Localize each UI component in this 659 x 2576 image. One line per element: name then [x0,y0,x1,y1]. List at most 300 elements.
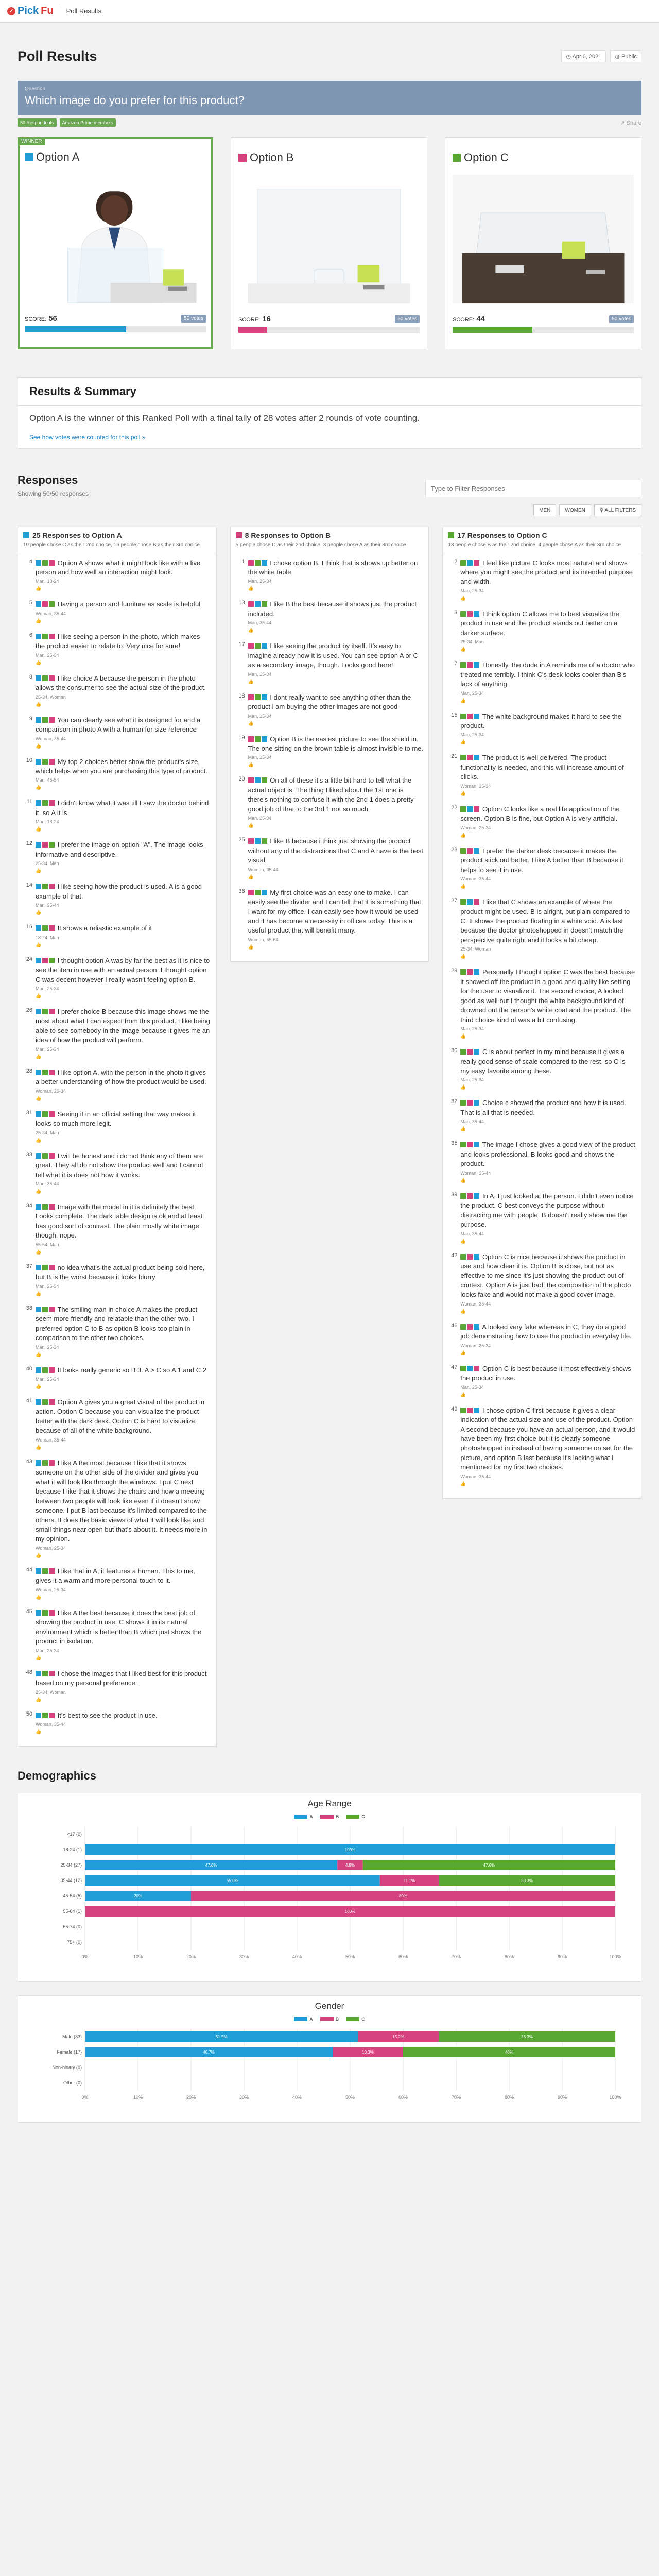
response-number: 13 [238,600,245,606]
option-a-votes-badge: 50 votes [181,315,206,323]
response-number: 41 [26,1397,32,1404]
visibility-badge[interactable]: ◍ Public [610,50,641,62]
rank-b-marker [467,1049,473,1055]
option-c-card[interactable] [445,137,641,349]
response-text: I thought option A was by far the best as it is nice to see the item in use with an actual person. I thought option C was decent however I really wasn't feeling option B. [36,956,210,984]
helpful-vote[interactable]: 👍 [248,628,254,633]
rank-c-marker [255,736,261,742]
rank-b-marker [248,601,254,607]
response-item [23,1669,211,1703]
shield-on-dark-desk-image [453,170,634,309]
rank-a-marker [474,1408,479,1413]
filter-women-button[interactable]: WOMEN [559,504,591,516]
rank-c-marker [42,884,48,889]
response-number: 20 [238,776,245,783]
rank-b-marker [49,1204,55,1210]
response-text: Personally I thought option C was the best because it showed off the product in a good and quality like setting for the user to visualize it. The second choice, A looked good as well but I thought the white background kind of drowned out the person's white coat and the product. The third choice kind of was a bit confusing. [460,968,635,1024]
response-column-option-c [442,527,641,1499]
response-text: My first choice was an easy one to make. I can easily see the divider and I can tell that it is something that I want for my office. I can easily see how it would be used and it has become a necessity in offices today. This is a useful product that will benefit many. [248,888,421,935]
response-text: Option A gives you a great visual of the product in action. Option C because you can visualize the product better with the dark desk. Option C is hard to visualize because of all of the white background. [36,1398,205,1435]
response-item [448,1406,636,1487]
demographics-title: Demographics [18,1769,96,1782]
helpful-vote[interactable]: 👍 [36,1095,42,1101]
response-text: Seeing it in an official setting that way makes it looks so much more legit. [36,1110,196,1128]
helpful-vote[interactable]: 👍 [248,874,254,879]
respondent-info: 55-64, Man [36,1242,59,1247]
option-c-title: Option C [464,151,509,164]
respondent-info: Man, 25-34 [36,986,59,992]
rank-a-marker [36,958,41,963]
response-item [448,968,636,1039]
option-b-image[interactable] [238,170,420,309]
response-text: It looks really generic so B 3. A > C so A 1 and C 2 [57,1366,207,1374]
helpful-vote[interactable]: 👍 [460,647,466,652]
option-a-image[interactable] [25,169,206,308]
x-tick-label: 90% [557,1954,567,1959]
rank-a-marker [262,736,267,742]
score-label: SCORE: [453,317,475,323]
category-label: 45-54 (5) [63,1893,82,1899]
response-number: 43 [26,1458,32,1465]
helpful-vote[interactable]: 👍 [36,1444,42,1450]
response-item [23,1151,211,1194]
response-number: 49 [451,1405,458,1412]
rank-a-marker [474,662,479,668]
filter-men-button[interactable]: MEN [533,504,556,516]
option-b-title: Option B [250,151,294,164]
response-number: 32 [451,1098,458,1105]
respondent-info: Man, 18-24 [36,579,59,584]
column-title: 25 Responses to Option A [32,531,122,539]
helpful-vote[interactable]: 👍 [36,826,42,832]
response-number: 8 [29,673,32,680]
data-label: 4.8% [345,1862,355,1868]
response-text: Choice c showed the product and how it is used. That is all that is needed. [460,1099,626,1116]
share-icon: ↗ [620,120,627,126]
response-text: Option C is nice because it shows the product in use and how clear it is. Option B is close, but not as effective to me since it's just showing the product out of context. Option A is just bad, the composition of the photo looks fake and would not make a good cover image. [460,1252,631,1299]
respondents-tag: 50 Respondents [18,118,57,127]
question-text: Which image do you prefer for this product? [25,94,245,107]
rank-a-marker [36,884,41,889]
rank-c-marker [460,714,466,719]
response-text: I chose option C first because it gives a clear indication of the actual size and use of the product. Option A second because you have an actual person, and it would have been my first choice but it is clearly someone photoshopped in instead of having someone on set for the picture, and option B last because it's lacking what I mentioned for my first two choices. [460,1406,635,1471]
filter-icon: ⚲ [599,507,605,513]
response-number: 42 [451,1252,458,1259]
data-label: 80% [398,1893,408,1899]
option-c-votes-badge: 50 votes [609,315,634,323]
respondent-info: Woman, 25-34 [36,1545,66,1551]
helpful-vote[interactable]: 👍 [36,868,42,874]
rank-b-marker [49,1153,55,1159]
rank-c-marker [255,890,261,895]
rank-c-marker [42,1713,48,1718]
response-number: 48 [26,1669,32,1675]
option-b-card[interactable] [231,137,427,349]
rank-b-marker [248,890,254,895]
helpful-vote[interactable]: 👍 [36,1552,42,1558]
respondent-info: Man, 25-34 [248,755,272,760]
rank-c-marker [460,1142,466,1147]
helpful-vote[interactable]: 👍 [36,1351,42,1357]
category-label: Other (0) [63,2080,82,2086]
rank-b-marker [474,899,479,905]
share-link[interactable]: ↗ Share [620,120,641,126]
response-number: 21 [451,753,458,760]
response-item [448,1252,636,1314]
helpful-vote[interactable]: 👍 [460,790,466,796]
rank-b-marker [467,714,473,719]
rank-a-marker [36,1568,41,1574]
helpful-vote[interactable]: 👍 [36,910,42,916]
rank-c-marker [42,1399,48,1405]
response-text: I didn't know what it was till I saw the doctor behind it, so A it is [36,799,209,817]
rank-c-marker [42,1671,48,1676]
response-text: Option C looks like a real life application of the screen. Option B is fine, but Option A is very artificial. [460,805,620,823]
rank-a-marker [474,1142,479,1147]
helpful-vote[interactable]: 👍 [460,1392,466,1397]
rank-c-marker [460,1366,466,1371]
respondent-info: 25-34, Man [36,861,59,867]
rank-c-marker [42,759,48,765]
response-item [23,1202,211,1255]
respondent-info: Man, 25-34 [460,588,484,594]
response-item [23,1366,211,1389]
response-text: Image with the model in it is definitely the best. Looks complete. The dark table design is ok and at least has good sort of contrast. The plain mostly white image though, nope. [36,1203,203,1240]
respondent-info: Man, 25-34 [36,1648,59,1653]
option-a-title: Option A [36,150,80,163]
helpful-vote[interactable]: 👍 [36,785,42,790]
rank-a-marker [262,694,267,700]
category-label: Male (33) [62,2033,82,2039]
rank-a-marker [36,925,41,931]
response-text: The smiling man in choice A makes the product seem more friendly and relatable than the other two. I preferred option C to B as option B looks too plain in comparison to the other two choices. [36,1305,198,1342]
data-label: 13.3% [362,2049,374,2055]
response-text: I like A the best because it does the best job of showing the product in use. C shows it in its natural environment which is better than B which just shows the product in isolation. [36,1608,202,1646]
data-label: 15.2% [392,2034,405,2039]
helpful-vote[interactable]: 👍 [248,679,254,684]
rank-a-marker [474,755,479,760]
category-label: 35-44 (12) [60,1877,82,1883]
rank-c-marker [255,560,261,566]
respondent-info: Man, 18-24 [36,819,59,825]
rank-a-marker [36,1460,41,1466]
respondent-info: 18-24, Man [36,935,59,940]
helpful-vote[interactable]: 👍 [36,993,42,999]
response-number: 5 [29,600,32,606]
helpful-vote[interactable]: 👍 [36,618,42,623]
column-subtitle: 5 people chose C as their 2nd choice, 3 people chose A as their 3rd choice [235,542,406,548]
response-number: 34 [26,1202,32,1209]
response-text: It's best to see the product in use. [57,1711,158,1719]
rank-a-marker [467,560,473,566]
helpful-vote[interactable]: 👍 [460,1177,466,1183]
helpful-vote[interactable]: 👍 [36,586,42,591]
helpful-vote[interactable]: 👍 [460,698,466,703]
x-tick-label: 100% [609,2094,621,2100]
response-text: The image I chose gives a good view of the product and looks professional. B looks good and shows the product. [460,1141,635,1168]
helpful-vote[interactable]: 👍 [36,1137,42,1143]
pickfu-logo[interactable]: ✓ Pick Fu [7,5,54,17]
rank-a-marker [36,800,41,806]
response-text: I like option A, with the person in the photo it gives a better understanding of how the product would be used. [36,1068,206,1086]
response-number: 23 [451,846,458,853]
respondent-info: Man, 25-34 [36,1344,59,1350]
rank-c-marker [42,1265,48,1270]
vote-counting-link[interactable]: See how votes were counted for this poll » [29,434,146,441]
column-title: 17 Responses to Option C [457,531,547,539]
response-text: I like seeing a person in the photo, which makes the product easier to relate to. Very nice for sure! [36,632,200,650]
rank-a-marker [36,717,41,723]
data-label: 100% [344,1909,356,1914]
response-item [23,674,211,707]
response-text: I like choice A because the person in the photo allows the consumer to see the actual size of the product. [36,674,206,692]
filter-responses-input[interactable] [425,480,641,497]
summary-title: Results & Summary [29,385,136,398]
rank-b-marker [248,694,254,700]
helpful-vote[interactable]: 👍 [36,1697,42,1702]
column-subtitle: 13 people chose B as their 2nd choice, 4 people chose A as their 3rd choice [448,542,621,548]
option-b-score: 16 [262,315,271,324]
response-item [23,1567,211,1600]
respondent-info: Man, 25-34 [460,732,484,738]
helpful-vote[interactable]: 👍 [460,884,466,889]
response-number: 35 [451,1140,458,1147]
helpful-vote[interactable]: 👍 [248,762,254,768]
respondent-info: 25-34, Man [36,1130,59,1136]
response-number: 19 [238,734,245,741]
helpful-vote[interactable]: 👍 [36,1728,42,1734]
response-text: In A, I just looked at the person. I didn't even notice the product. C best conveys the purpose without distracting me with people. B doesn't really show me the purpose. [460,1192,634,1229]
rank-b-marker [42,601,48,607]
response-item [23,882,211,916]
rank-a-marker [36,1070,41,1075]
response-number: 33 [26,1151,32,1158]
rank-c-marker [42,1009,48,1014]
helpful-vote[interactable]: 👍 [36,1594,42,1600]
x-tick-label: 80% [504,1954,514,1959]
rank-a-marker [36,1307,41,1312]
option-c-image[interactable] [453,170,634,309]
respondent-info: Man, 25-34 [248,671,272,677]
helpful-vote[interactable]: 👍 [36,1249,42,1255]
respondent-info: Woman, 35-44 [36,1437,66,1443]
helpful-vote[interactable]: 👍 [36,1291,42,1296]
rank-c-marker [460,848,466,854]
rank-c-marker [255,694,261,700]
helpful-vote[interactable]: 👍 [36,701,42,707]
rank-b-marker [49,1399,55,1405]
rank-b-marker [474,1366,479,1371]
rank-c-marker [49,958,55,963]
rank-b-marker [248,777,254,783]
rank-a-marker [467,1366,473,1371]
x-tick-label: 10% [133,2094,143,2100]
response-number: 2 [454,558,458,565]
respondent-info: Man, 35-44 [248,620,272,626]
response-item [236,641,424,684]
data-label: 11.1% [403,1878,415,1883]
rank-c-marker [460,560,466,566]
respondent-info: Woman, 35-44 [36,1721,66,1727]
rank-b-marker [49,1070,55,1075]
response-item [236,735,424,768]
x-tick-label: 70% [451,2094,461,2100]
rank-c-marker [42,800,48,806]
rank-a-marker [36,1610,41,1616]
data-label: 100% [344,1847,356,1852]
rank-c-marker [42,1111,48,1117]
helpful-vote[interactable]: 👍 [460,739,466,745]
response-item [23,1305,211,1358]
helpful-vote[interactable]: 👍 [460,832,466,838]
option-a-swatch [25,153,33,161]
question-box [18,81,641,115]
rank-a-marker [36,842,41,848]
response-text: I like B the best because it shows just the product included. [248,600,417,618]
helpful-vote[interactable]: 👍 [36,659,42,665]
rank-b-marker [49,1713,55,1718]
category-label: 18-24 (1) [63,1846,82,1852]
respondent-info: Woman, 35-44 [460,1170,491,1176]
helpful-vote[interactable]: 👍 [460,1084,466,1090]
helpful-vote[interactable]: 👍 [460,1238,466,1244]
helpful-vote[interactable]: 👍 [460,595,466,601]
respondent-info: Man, 35-44 [36,1181,59,1187]
helpful-vote[interactable]: 👍 [460,1350,466,1355]
respondent-info: Man, 25-34 [36,652,59,658]
data-label: 46.7% [203,2049,215,2055]
helpful-vote[interactable]: 👍 [248,944,254,950]
response-item [236,837,424,879]
rank-c-marker [42,1460,48,1466]
response-item [448,660,636,703]
response-item [448,712,636,745]
data-label: 40% [505,2049,514,2055]
response-item [448,1047,636,1090]
respondent-info: Woman, 35-44 [36,611,66,616]
column-title: 8 Responses to Option B [245,531,331,539]
rank-a-marker [36,560,41,566]
helpful-vote[interactable]: 👍 [460,1308,466,1314]
gender-chart-title: Gender [315,2001,344,2011]
helpful-vote[interactable]: 👍 [248,720,254,726]
rank-b-marker [42,958,48,963]
response-text: I prefer the image on option "A". The image looks informative and descriptive. [36,841,203,858]
rank-a-marker [255,777,261,783]
response-item [448,805,636,838]
rank-a-marker [474,1049,479,1055]
response-item [23,558,211,592]
response-item [23,1398,211,1450]
helpful-vote[interactable]: 👍 [460,1033,466,1039]
respondent-info: Man, 35-44 [36,903,59,908]
rank-a-marker [36,1111,41,1117]
response-item [23,1263,211,1297]
respondent-info: Man, 25-34 [36,1046,59,1052]
respondent-info: 25-34, Man [460,639,484,645]
helpful-vote[interactable]: 👍 [36,942,42,947]
rank-a-marker [36,1265,41,1270]
response-item [23,1711,211,1735]
response-text: I feel like picture C looks most natural and shows where you might see the product and its intended purpose and width. [460,558,633,586]
response-number: 3 [454,609,458,616]
helpful-vote[interactable]: 👍 [36,1189,42,1194]
response-text: On all of these it's a little bit hard to tell what the actual object is. The thing I liked about the 1st one is there's nothing to confuse it with the 2nd 1 does a pretty good job of that to the 3rd 1 not so much [248,776,414,813]
data-label: 47.6% [483,1862,495,1868]
rank-b-marker [248,560,254,566]
helpful-vote[interactable]: 👍 [36,743,42,749]
helpful-vote[interactable]: 👍 [248,823,254,828]
rank-a-marker [255,838,261,844]
response-number: 22 [451,804,458,811]
divider [18,405,641,406]
rank-a-marker [36,1671,41,1676]
clock-icon: ◷ [566,54,573,60]
response-column-option-b [230,527,429,962]
respondent-info: Woman, 55-64 [248,937,279,942]
response-number: 1 [241,558,245,565]
response-number: 47 [451,1364,458,1370]
helpful-vote[interactable]: 👍 [36,1383,42,1389]
options-row [18,137,641,349]
respondent-info: Woman, 35-44 [248,867,279,872]
response-number: 28 [26,1067,32,1074]
response-text: I like A the most because I like that it shows someone on the other side of the divider and gives you what it will look like through the windows. I put C next because I like that it shows the chairs and how a meeting between two people will look like even if it doesn't show someone. I put B last because it's limited compared to the others. It does the basic views of what it will look like and small things near open but that's about it. It needs more in my opinion. [36,1459,207,1543]
response-item [23,716,211,749]
response-text: I will be honest and i do not think any of them are great. They all do not show the product well and I cannot tell what it is does not how it works. [36,1151,203,1179]
x-tick-label: 80% [504,2094,514,2100]
all-filters-button[interactable]: ⚲ ALL FILTERS [594,504,641,516]
helpful-vote[interactable]: 👍 [36,1655,42,1660]
rank-c-marker [460,1100,466,1106]
respondent-info: Man, 35-44 [460,1231,484,1236]
helpful-vote[interactable]: 👍 [460,954,466,959]
helpful-vote[interactable]: 👍 [460,1126,466,1132]
rank-b-marker [49,634,55,639]
age-chart-title: Age Range [307,1798,352,1808]
response-number: 10 [26,757,32,764]
response-text: I dont really want to see anything other than the product i am buying the other images are not good [248,693,411,711]
x-tick-label: 0% [81,2094,89,2100]
response-number: 16 [26,924,32,930]
top-page-title: Poll Results [66,7,102,15]
respondent-info: Man, 25-34 [248,713,272,719]
response-text: I chose option B. I think that is shows up better on the white table. [248,558,418,576]
rank-c-marker [42,1153,48,1159]
helpful-vote[interactable]: 👍 [460,1481,466,1486]
x-tick-label: 100% [609,1954,621,1959]
response-number: 38 [26,1304,32,1311]
date-badge: ◷ Apr 6, 2021 [561,50,606,62]
helpful-vote[interactable]: 👍 [248,586,254,591]
x-tick-label: 0% [81,1954,89,1959]
option-a-card[interactable] [18,137,213,349]
rank-b-marker [49,759,55,765]
helpful-vote[interactable]: 👍 [36,1054,42,1059]
question-label: Question [25,86,46,92]
category-label: 75+ (0) [67,1939,82,1945]
rank-a-marker [36,675,41,681]
option-c-score-bar [453,327,634,333]
response-column-option-a [18,527,217,1747]
respondent-info: Woman, 35-44 [460,1301,491,1307]
rank-c-marker [42,560,48,566]
respondent-info: Man, 25-34 [248,579,272,584]
age-range-chart [28,1819,631,1969]
response-text: You can clearly see what it is designed for and a comparison in photo A with a human for size reference [36,716,201,734]
rank-c-marker [49,601,55,607]
rank-c-marker [42,1204,48,1210]
